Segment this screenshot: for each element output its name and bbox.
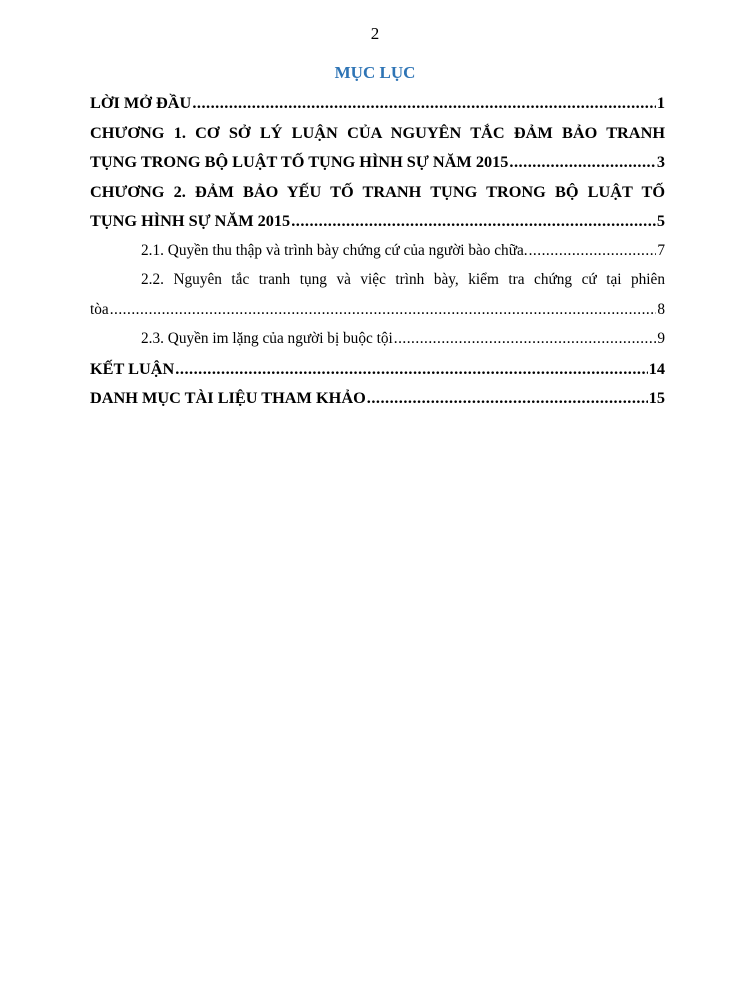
dot-leader <box>175 354 647 384</box>
dot-leader <box>394 324 657 354</box>
toc-entry-chapter-2-line-1[interactable] <box>90 177 665 207</box>
dot-leader <box>529 236 657 266</box>
toc-entry-page: 5 <box>656 211 665 230</box>
toc-title: MỤC LỤC <box>334 63 416 82</box>
toc-entry-text: tòa <box>90 300 109 318</box>
toc-entry-section-2-2-line-2[interactable] <box>90 295 665 325</box>
toc-entry-page: 3 <box>656 152 665 171</box>
toc-entry-text: LỜI MỞ ĐẦU <box>90 93 192 112</box>
toc-entry-intro[interactable] <box>90 88 665 118</box>
toc-entry-text: DANH MỤC TÀI LIỆU THAM KHẢO <box>90 388 366 407</box>
toc-entry-text: TỤNG TRONG BỘ LUẬT TỐ TỤNG HÌNH SỰ NĂM 2015 <box>90 152 509 171</box>
toc-entry-text: CHƯƠNG 1. CƠ SỞ LÝ LUẬN CỦA NGUYÊN TẮC ĐẢM BẢO TRANH <box>90 122 665 142</box>
toc-entry-page: 1 <box>656 93 665 112</box>
toc-entry-references[interactable] <box>90 383 665 413</box>
toc-entry-chapter-1-line-1[interactable] <box>90 118 665 148</box>
toc-entry-text: 2.2. Nguyên tắc tranh tụng và việc trình bày, kiểm tra chứng cứ tại phiên <box>141 271 665 288</box>
toc-entry-text: TỤNG HÌNH SỰ NĂM 2015 <box>90 211 291 230</box>
toc-entry-chapter-2-line-2[interactable] <box>90 206 665 236</box>
toc-entry-page: 9 <box>657 330 665 347</box>
toc-entry-page: 8 <box>657 300 665 318</box>
toc-entry-page: 14 <box>648 358 665 378</box>
dot-leader <box>192 88 656 118</box>
toc-entry-section-2-3[interactable] <box>90 324 665 354</box>
toc-entry-text: KẾT LUẬN <box>90 358 175 378</box>
dot-leader <box>367 383 648 413</box>
dot-leader <box>509 147 655 177</box>
toc-entry-text: CHƯƠNG 2. ĐẢM BẢO YẾU TỐ TRANH TỤNG TRONG BỘ LUẬT TỐ <box>90 181 665 201</box>
toc-entry-section-2-2-line-1[interactable] <box>90 265 665 295</box>
toc-entry-page: 7 <box>657 241 665 259</box>
page-number: 2 <box>370 24 380 43</box>
toc-entry-section-2-1[interactable] <box>90 236 665 266</box>
dot-leader <box>291 206 656 236</box>
toc-entry-text: 2.1. Quyền thu thập và trình bày chứng cứ của người bào chữa. <box>141 241 528 259</box>
toc-entry-chapter-1-line-2[interactable] <box>90 147 665 177</box>
dot-leader <box>110 295 657 325</box>
toc-entry-conclusion[interactable] <box>90 354 665 384</box>
table-of-contents <box>90 88 665 413</box>
toc-entry-page: 15 <box>648 388 665 407</box>
toc-entry-text: 2.3. Quyền im lặng của người bị buộc tội <box>141 330 393 347</box>
